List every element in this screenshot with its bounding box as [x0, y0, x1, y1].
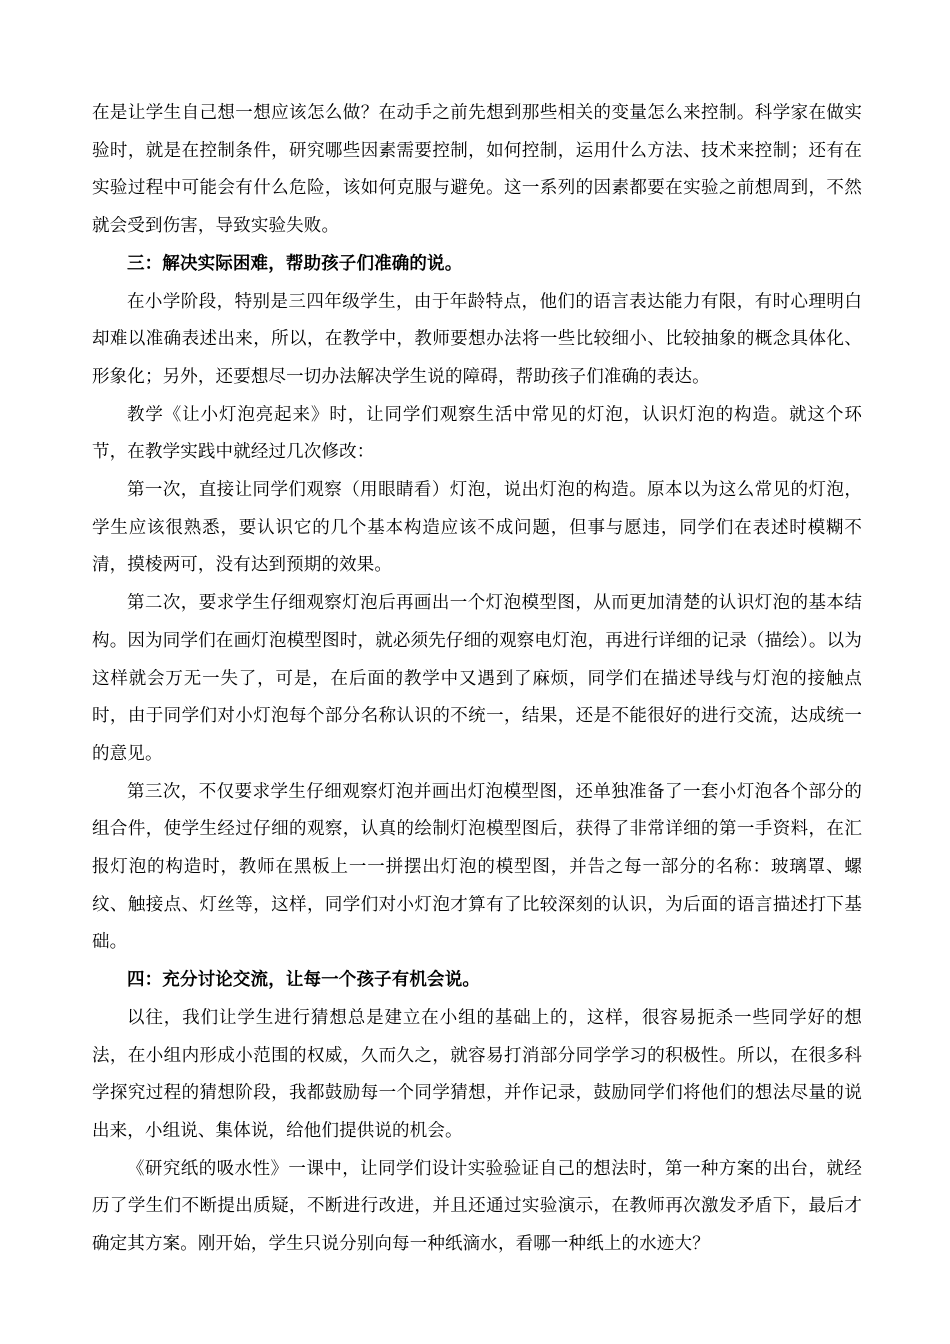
paragraph: 在小学阶段，特别是三四年级学生，由于年龄特点，他们的语言表达能力有限，有时心理明白却难以准确表述出来，所以，在教学中，教师要想办法将一些比较细小、比较抽象的概念具体化、形象化；另外，还要想尽一切办法解决学生说的障碍，帮助孩子们准确的表达。 — [92, 291, 862, 387]
paragraph: 第三次，不仅要求学生仔细观察灯泡并画出灯泡模型图，还单独准备了一套小灯泡各个部分的组合件，使学生经过仔细的观察，认真的绘制灯泡模型图后，获得了非常详细的第一手资料，在汇报灯泡的构造时，教师在黑板上一一拼摆出灯泡的模型图，并告之每一部分的名称：玻璃罩、螺纹、触接点、灯丝等，这样，同学们对小灯泡才算有了比较深刻的认识，为后面的语言描述打下基础。 — [92, 781, 862, 953]
paragraph: 以往，我们让学生进行猜想总是建立在小组的基础上的，这样，很容易扼杀一些同学好的想法，在小组内形成小范围的权威，久而久之，就容易打消部分同学学习的积极性。所以，在很多科学探究过程的猜想阶段，我都鼓励每一个同学猜想，并作记录，鼓励同学们将他们的想法尽量的说出来，小组说、集体说，给他们提供说的机会。 — [92, 1007, 862, 1141]
document-body — [92, 95, 862, 1264]
paragraph: 《研究纸的吸水性》一课中，让同学们设计实验验证自己的想法时，第一种方案的出台，就经历了学生们不断提出质疑，不断进行改进，并且还通过实验演示，在教师再次激发矛盾下，最后才确定其方案。刚开始，学生只说分别向每一种纸滴水，看哪一种纸上的水迹大？ — [92, 1158, 862, 1255]
paragraph: 第一次，直接让同学们观察（用眼睛看）灯泡，说出灯泡的构造。原本以为这么常见的灯泡，学生应该很熟悉，要认识它的几个基本构造应该不成问题，但事与愿违，同学们在表述时模糊不清，摸棱两可，没有达到预期的效果。 — [92, 480, 862, 576]
section-heading-3: 三：解决实际困难，帮助孩子们准确的说。 — [127, 253, 463, 274]
paragraph: 教学《让小灯泡亮起来》时，让同学们观察生活中常见的灯泡，认识灯泡的构造。就这个环节，在教学实践中就经过几次修改： — [92, 404, 862, 463]
section-heading-4: 四：充分讨论交流，让每一个孩子有机会说。 — [127, 970, 480, 991]
paragraph-continued: 在是让学生自己想一想应该怎么做？在动手之前先想到那些相关的变量怎么来控制。科学家在做实验时，就是在控制条件，研究哪些因素需要控制，如何控制，运用什么方法、技术来控制；还有在实验过程中可能会有什么危险，该如何克服与避免。这一系列的因素都要在实验之前想周到，不然就会受到伤害，导致实验失败。 — [92, 103, 862, 237]
paragraph: 第二次，要求学生仔细观察灯泡后再画出一个灯泡模型图，从而更加清楚的认识灯泡的基本结构。因为同学们在画灯泡模型图时，就必须先仔细的观察电灯泡，再进行详细的记录（描绘）。以为这样就会万无一失了，可是，在后面的教学中又遇到了麻烦，同学们在描述导线与灯泡的接触点时，由于同学们对小灯泡每个部分名称认识的不统一，结果，还是不能很好的进行交流，达成统一的意见。 — [92, 593, 862, 764]
